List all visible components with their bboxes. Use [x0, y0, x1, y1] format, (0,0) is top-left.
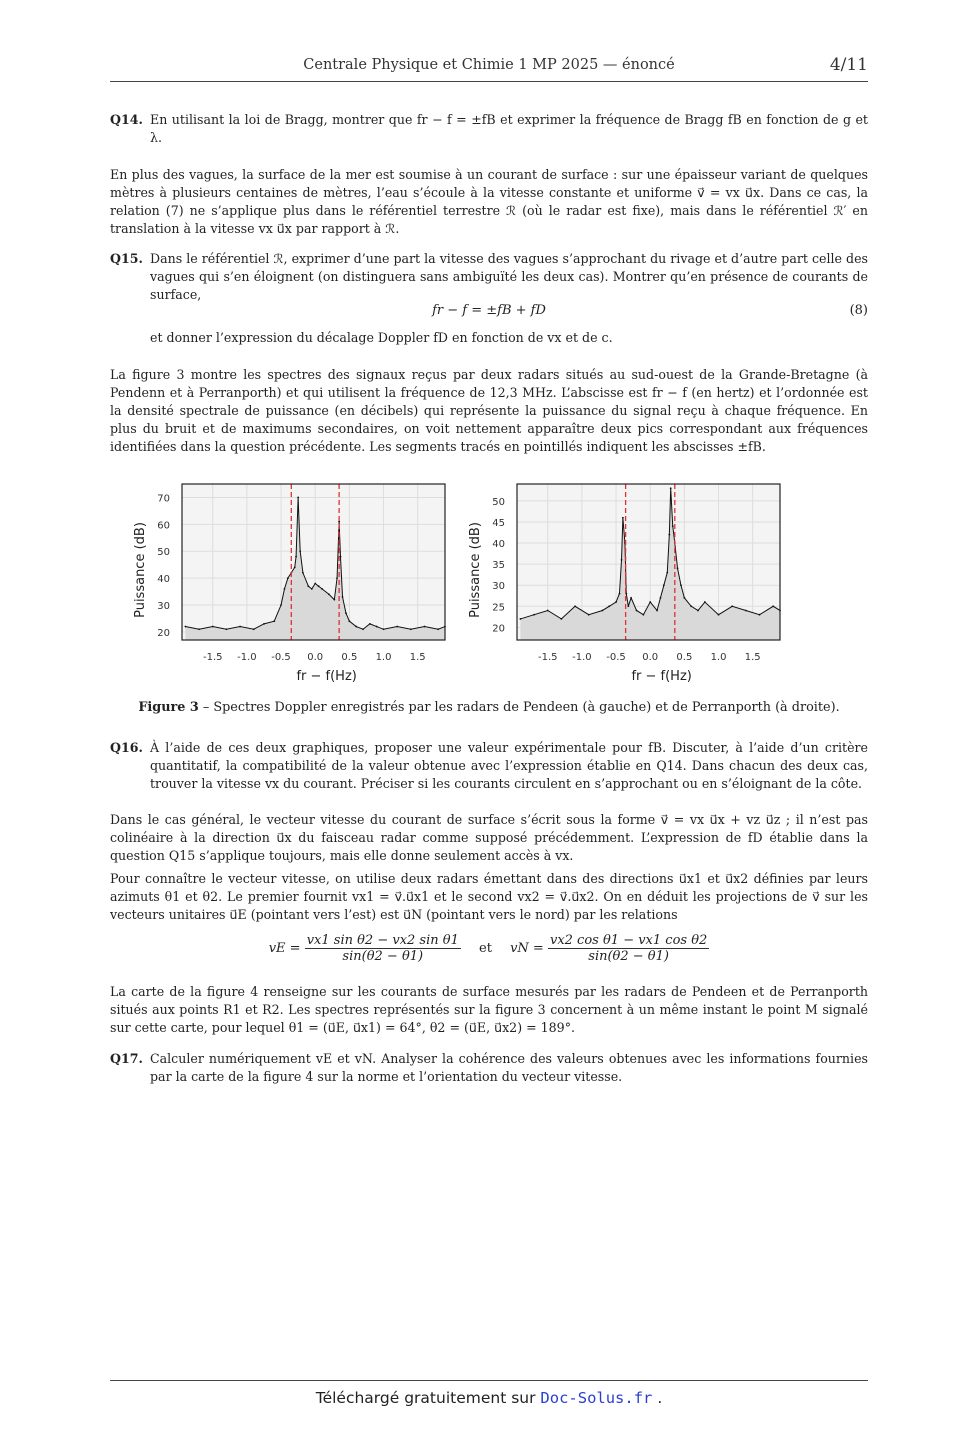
spectrum-point [683, 597, 685, 599]
spectrum-point [649, 601, 651, 603]
spectrum-point [295, 556, 297, 558]
fraction-numerator: vx2 cos θ1 − vx1 cos θ2 [549, 933, 708, 948]
spectrum-point [263, 623, 265, 625]
spectrum-point [424, 626, 426, 628]
spectrum-point [185, 626, 187, 628]
spectrum-point [318, 585, 320, 587]
spectrum-point [547, 610, 549, 612]
x-tick-label: -0.5 [606, 652, 626, 663]
footer-link[interactable]: Doc-Solus.fr [540, 1389, 653, 1407]
x-tick-label: -1.0 [572, 652, 592, 663]
spectrum-point [670, 487, 672, 489]
equation-ve-vn [110, 933, 868, 964]
x-tick-label: 1.5 [409, 652, 426, 663]
spectrum-chart-2 [468, 484, 781, 684]
spectrum-point [759, 614, 761, 616]
y-tick-label: 20 [157, 627, 170, 639]
figure-caption-text: – Spectres Doppler enregistrés par les radars de Pendeen (à gauche) et de Perranporth (à droite). [198, 700, 840, 715]
paragraph-general-case: Dans le cas général, le vecteur vitesse du courant de surface s’écrit sous la forme v⃗ = vx u⃗x + vz u⃗z ; il n’est pas colinéaire à la direction u⃗x du faisceau radar comme supposé précédemment. L’expression de fD établie dans la question Q15 s’applique toujours, mais elle donne seulement accès à vx. [110, 812, 868, 863]
spectrum-point [345, 612, 347, 614]
figure-3-charts [110, 470, 868, 690]
fraction-ve [305, 933, 461, 964]
spectrum-point [627, 605, 629, 607]
spectrum-point [307, 585, 309, 587]
spectrum-point [299, 550, 301, 552]
spectrum-point [656, 610, 658, 612]
spectrum-point [362, 628, 364, 630]
footer-text [110, 1389, 868, 1407]
equation-ve-lhs: vE = [268, 941, 301, 956]
x-tick-label: -1.5 [202, 652, 223, 663]
x-axis-label: fr − f(Hz) [296, 669, 357, 684]
page-header [110, 55, 868, 82]
question-text: Calculer numériquement vE et vN. Analyser la cohérence des valeurs obtenues avec les informations fournies par la carte de la figure 4 sur la norme et l’orientation du vecteur vitesse. [150, 1051, 868, 1084]
spectrum-point [284, 588, 286, 590]
y-tick-label: 40 [157, 574, 170, 586]
spectrum-point [336, 577, 338, 579]
y-tick-label: 60 [157, 520, 170, 532]
y-tick-label: 30 [157, 601, 170, 613]
spectrum-point [574, 605, 576, 607]
y-tick-label: 25 [492, 602, 505, 614]
spectrum-point [588, 614, 590, 616]
paragraph-figure-intro: La figure 3 montre les spectres des signaux reçus par deux radars situés au sud-ouest de la Grande-Bretagne (à Pendenn et à Perranporth) et qui utilisent la fréquence de 12,3 MHz. L’abscisse est fr − f (en hertz) et l’ordonnée est la densité spectrale de puissance (en décibels) qui représente la puissance du signal reçu à chaque fréquence. En plus du bruit et de maximums secondaires, on voit nettement apparaître deux pics correspondant aux fréquences identifiées dans la question précédente. Les segments tracés en pointillés indiquent les abscisses ±fB. [110, 367, 868, 454]
x-tick-label: 1.5 [744, 652, 761, 663]
spectrum-point [533, 614, 535, 616]
x-tick-label: 1.0 [710, 652, 727, 663]
spectrum-point [355, 626, 357, 628]
y-axis-label: Puissance (dB) [468, 522, 483, 618]
spectrum-point [731, 605, 733, 607]
footer-prefix: Téléchargé gratuitement sur [315, 1389, 541, 1407]
spectrum-point [340, 556, 342, 558]
spectrum-point [630, 597, 632, 599]
spectrum-point [520, 618, 522, 620]
y-axis-label: Puissance (dB) [133, 522, 148, 618]
spectrum-point [677, 567, 679, 569]
spectrum-point [660, 597, 662, 599]
spectrum-point [561, 618, 563, 620]
fraction-denominator: sin(θ2 − θ1) [342, 949, 424, 964]
spectrum-point [369, 623, 371, 625]
question-label: Q14. [110, 112, 143, 127]
spectrum-point [294, 566, 296, 568]
spectrum-point [273, 620, 275, 622]
spectrum-point [396, 626, 398, 628]
x-tick-label: -1.0 [237, 652, 257, 663]
equation-connector: et [479, 941, 492, 956]
spectrum-point [619, 593, 621, 595]
spectrum-point [636, 610, 638, 612]
spectrum-point [608, 605, 610, 607]
spectrum-point [297, 497, 299, 499]
y-tick-label: 50 [157, 547, 170, 559]
y-tick-label: 45 [492, 517, 505, 529]
spectrum-point [311, 588, 313, 590]
equation-vn-lhs: vN = [510, 941, 544, 956]
spectrum-point [302, 572, 304, 574]
question-15-followup: et donner l’expression du décalage Doppler fD en fonction de vx et de c. [150, 330, 613, 345]
spectrum-point [690, 605, 692, 607]
spectrum-point [280, 604, 282, 606]
y-tick-label: 20 [492, 623, 505, 635]
spectrum-chart-1 [133, 484, 446, 684]
spectrum-point [198, 628, 200, 630]
spectrum-point [410, 628, 412, 630]
page-number: 4/11 [829, 55, 868, 75]
spectrum-point [348, 620, 350, 622]
spectrum-point [672, 525, 674, 527]
question-text: À l’aide de ces deux graphiques, proposer une valeur expérimentale pour fB. Discuter, à l’aide d’un critère quantitatif, la compatibilité de la valeur obtenue avec l’expression établie en Q14. Dans chacun des deux cas, trouver la vitesse vx du courant. Préciser si les courants circulent en s’approchant ou en s’éloignant de la côte. [150, 740, 868, 791]
question-text: Dans le référentiel ℛ, exprimer d’une part la vitesse des vagues s’approchant du rivage et d’autre part celle des vagues qui s’en éloignent (on distinguera sans ambiguïté les deux cas). Montrer qu’en présence de courants de surface, [150, 251, 868, 302]
figure-label: Figure 3 [138, 700, 199, 715]
question-17 [110, 1050, 868, 1086]
y-tick-label: 30 [492, 581, 505, 593]
x-tick-label: 0.0 [307, 652, 324, 663]
spectrum-point [680, 584, 682, 586]
spectrum-point [668, 534, 670, 536]
spectrum-point [212, 626, 214, 628]
spectrum-point [642, 614, 644, 616]
x-tick-label: 0.5 [341, 652, 358, 663]
spectrum-point [333, 599, 335, 601]
question-text: En utilisant la loi de Bragg, montrer que fr − f = ±fB et exprimer la fréquence de Bragg fB en fonction de g et λ. [150, 112, 868, 145]
spectrum-point [663, 584, 665, 586]
x-tick-label: -0.5 [271, 652, 291, 663]
question-label: Q17. [110, 1051, 143, 1066]
spectrum-point [328, 593, 330, 595]
spectrum-point [437, 628, 439, 630]
y-tick-label: 50 [492, 496, 505, 508]
spectrum-point [621, 559, 623, 561]
spectrum-point [615, 601, 617, 603]
page-footer [110, 1380, 868, 1407]
spectrum-point [314, 583, 316, 585]
spectrum-point [376, 626, 378, 628]
fraction-vn [548, 933, 709, 964]
header-title: Centrale Physique et Chimie 1 MP 2025 — énoncé [303, 57, 675, 73]
y-tick-label: 40 [492, 539, 505, 551]
paragraph-current: En plus des vagues, la surface de la mer est soumise à un courant de surface : sur une épaisseur variant de quelques mètres à plusieurs centaines de mètres, l’eau s’écoule à la vitesse constante et uniforme v⃗ = vx u⃗x. Dans ce cas, la relation (7) ne s’applique plus dans le référentiel terrestre ℛ (où le radar est fixe), mais dans le référentiel ℛ′ en translation à la vitesse vx u⃗x par rapport à ℛ. [110, 167, 868, 236]
spectrum-point [622, 517, 624, 519]
x-tick-label: 1.0 [375, 652, 392, 663]
spectrum-point [601, 610, 603, 612]
paragraph-map: La carte de la figure 4 renseigne sur les courants de surface mesurés par les radars de Pendeen et de Perranporth situés aux points R1 et R2. Les spectres représentés sur la figure 3 concernent à un même instant le point M signalé sur cette carte, pour lequel θ1 = (u⃗E, u⃗x1) = 64°, θ2 = (u⃗E, u⃗x2) = 189°. [110, 984, 868, 1035]
x-axis-label: fr − f(Hz) [631, 669, 692, 684]
y-tick-label: 35 [492, 560, 505, 572]
x-tick-label: 0.5 [676, 652, 693, 663]
spectrum-point [745, 610, 747, 612]
question-16 [110, 739, 868, 793]
question-14 [110, 111, 868, 147]
y-tick-label: 70 [157, 493, 170, 505]
spectrum-point [666, 572, 668, 574]
spectrum-point [342, 596, 344, 598]
spectrum-point [718, 614, 720, 616]
question-15 [110, 250, 868, 304]
figure-caption [110, 700, 868, 715]
question-label: Q16. [110, 740, 143, 755]
spectrum-point [772, 605, 774, 607]
spectrum-point [226, 628, 228, 630]
paragraph-two-radars: Pour connaître le vecteur vitesse, on utilise deux radars émettant dans des directions u⃗x1 et u⃗x2 définies par leurs azimuts θ1 et θ2. Le premier fournit vx1 = v⃗.u⃗x1 et le second vx2 = v⃗.u⃗x2. On en déduit les projections de v⃗ sur les vecteurs unitaires u⃗E (pointant vers l’est) est u⃗N (pointant vers le nord) par les relations [110, 871, 868, 922]
footer-suffix: . [652, 1389, 663, 1407]
x-tick-label: -1.5 [537, 652, 558, 663]
equation-body: fr − f = ±fB + fD [432, 303, 546, 318]
spectrum-point [321, 588, 323, 590]
spectrum-point [253, 628, 255, 630]
spectrum-point [239, 626, 241, 628]
spectrum-point [697, 610, 699, 612]
spectrum-point [287, 577, 289, 579]
spectrum-point [338, 521, 340, 523]
x-tick-label: 0.0 [642, 652, 659, 663]
fraction-denominator: sin(θ2 − θ1) [588, 949, 669, 964]
spectrum-point [704, 601, 706, 603]
equation-number: (8) [849, 303, 868, 318]
question-label: Q15. [110, 251, 143, 266]
fraction-numerator: vx1 sin θ2 − vx2 sin θ1 [306, 933, 459, 948]
spectrum-point [383, 628, 385, 630]
